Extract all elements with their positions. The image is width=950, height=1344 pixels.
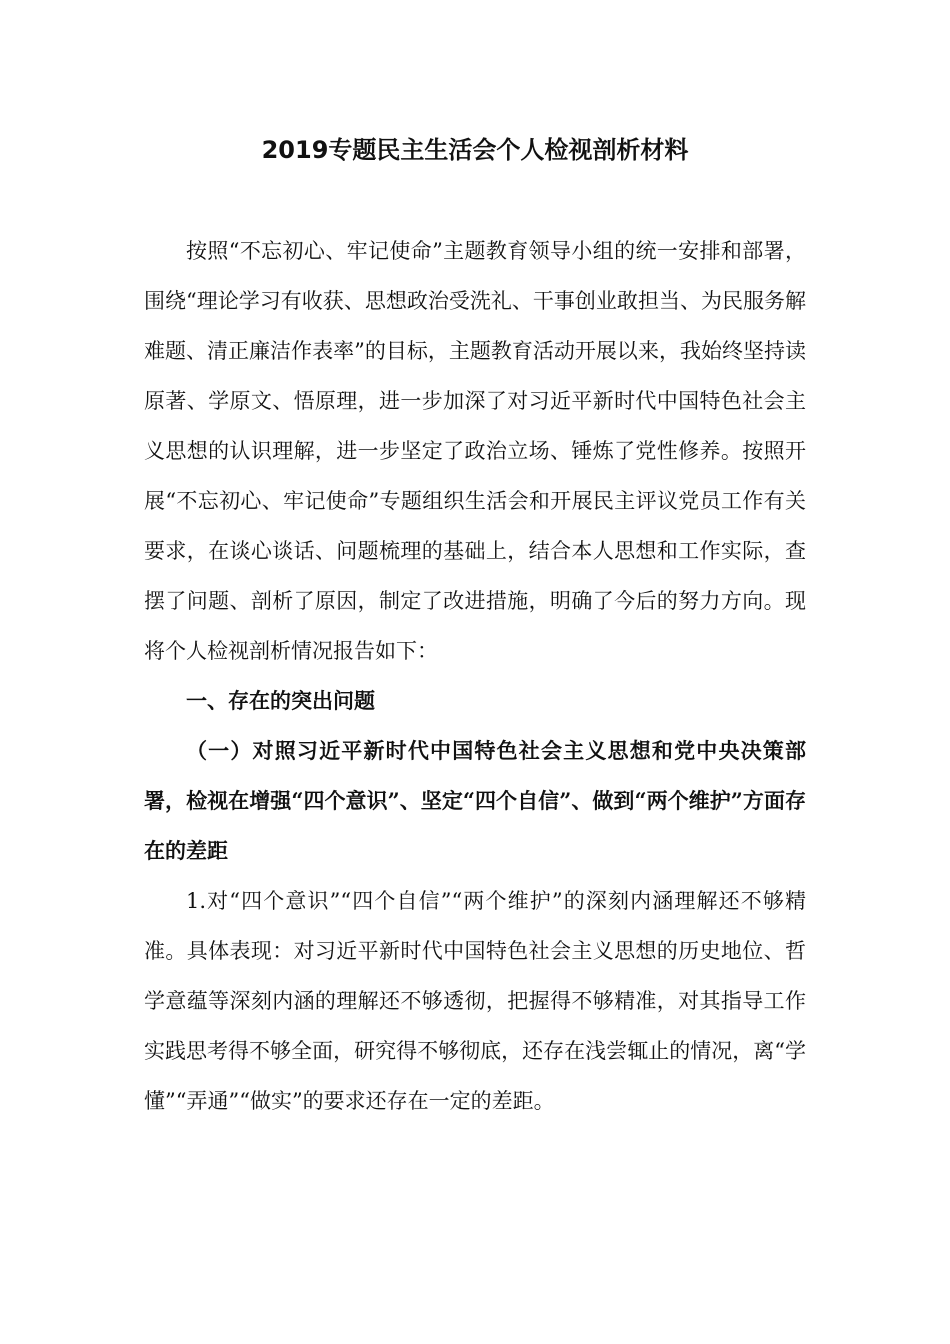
section-heading: 一、存在的突出问题 xyxy=(186,689,375,713)
document-body xyxy=(144,226,806,1126)
document-title: 2019专题民主生活会个人检视剖析材料 xyxy=(261,136,689,164)
subsection-heading: （一）对照习近平新时代中国特色社会主义思想和党中央决策部署，检视在增强“四个意识”、坚定“四个自信”、做到“两个维护”方面存在的差距 xyxy=(144,738,806,863)
item-paragraph: 1.对“四个意识”“四个自信”“两个维护”的深刻内涵理解还不够精准。具体表现：对习近平新时代中国特色社会主义思想的历史地位、哲学意蕴等深刻内涵的理解还不够透彻，把握得不够精准，对其指导工作实践思考得不够全面，研究得不够彻底，还存在浅尝辄止的情况，离“学懂”“弄通”“做实”的要求还存在一定的差距。 xyxy=(144,889,806,1113)
intro-paragraph: 按照“不忘初心、牢记使命”主题教育领导小组的统一安排和部署，围绕“理论学习有收获、思想政治受洗礼、干事创业敢担当、为民服务解难题、清正廉洁作表率”的目标，主题教育活动开展以来，我始终坚持读原著、学原文、悟原理，进一步加深了对习近平新时代中国特色社会主义思想的认识理解，进一步坚定了政治立场、锤炼了党性修养。按照开展“不忘初心、牢记使命”专题组织生活会和开展民主评议党员工作有关要求，在谈心谈话、问题梳理的基础上，结合本人思想和工作实际，查摆了问题、剖析了原因，制定了改进措施，明确了今后的努力方向。现将个人检视剖析情况报告如下： xyxy=(144,239,806,663)
